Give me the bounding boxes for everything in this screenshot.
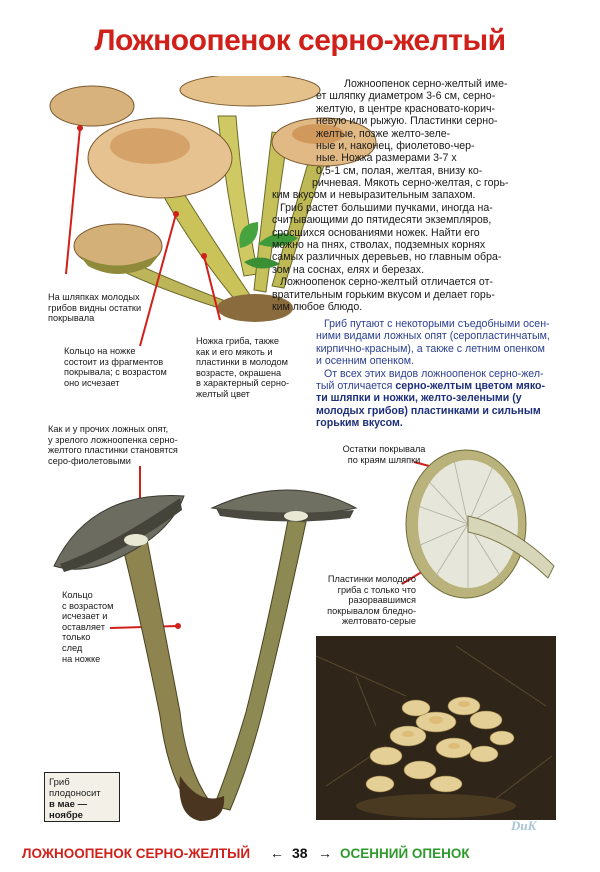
caption-cap-edge: Остатки покрывала по краям шляпки [342,444,426,465]
prev-article-link[interactable]: ЛОЖНООПЕНОК СЕРНО-ЖЕЛТЫЙ [22,846,251,861]
forest-photo [316,636,556,820]
caption-ring: Кольцо на ножке состоит из фрагментов покрывала; с возрастом оно исчезает [64,346,167,388]
next-article-link[interactable]: ОСЕННИЙ ОПЕНОК [340,846,470,861]
page-footer [0,842,600,866]
caption-cover-remains: На шляпках молодых грибов видны остатки покрывала [48,292,142,324]
caption-gills-old: Как и у прочих ложных опят, у зрелого ложноопенка серно- желтого пластинки становятся серо-фиолетовыми [48,424,178,466]
page-number: 38 [292,845,308,861]
caption-ring-disappears: Кольцо с возрастом исчезает и оставляет только след на ножке [62,590,114,664]
caption-stem: Ножка гриба, также как и его мякоть и пластинки в молодом возрасте, окрашена в характерный серно- желтый цвет [196,336,290,399]
comparison-text: Гриб путают с некоторыми съедобными осен- ними видами ложных опят (серопластинчатым, кирпично-красным), а также с летним опенком и осенним опенком. От всех этих видов ложноопенок серно-жел- тый отличается серно-желтым цветом мяко- ти шляпки и ножки, желто-зелеными (у молодых грибов) пластинками и сильным горьким вкусом. [316,318,550,430]
arrow-right-icon: → [318,845,332,861]
young-mushroom-gills-illustration [404,446,560,606]
intro-text-continued: ричневая. Мякоть серно-желтая, с горь- ким вкусом и невыразительным запахом. Гриб растет большими пучками, иногда на- считывающими до пятидесяти экземпляров, сросшихся основаниями ножек. Найти его можно на пнях, стволах, подземных корнях самых различных деревьев, но главным обра- зом на соснах, елях и березах. Ложноопенок серно-желтый отличается от- вратительным горьким вкусом и делает горь- ким любое блюдо. [272,177,509,314]
arrow-left-icon: ← [270,845,284,861]
caption-young-gills: Пластинки молодого гриба с только что разорвавшимся покрывалом бледно- желтовато-серые [327,574,416,627]
fruiting-season-box: Гриб плодоносит в мае — ноябре [44,772,120,822]
mushroom-cluster-photo [316,636,556,820]
intro-text: Ложноопенок серно-желтый име- ет шляпку диаметром 3-6 см, серно- желтую, в центре красновато-корич- невую или рыжую. Пластинки серно- желтые, позже желто-зеле- ные и, наконец, фиолетово-чер- ные. Ножка размерами 3-7 х 0,5-1 см, полая, желтая, внизу ко- [316,78,508,177]
page-title: Ложноопенок серно-желтый [94,24,506,57]
watermark: DuK [511,818,537,833]
